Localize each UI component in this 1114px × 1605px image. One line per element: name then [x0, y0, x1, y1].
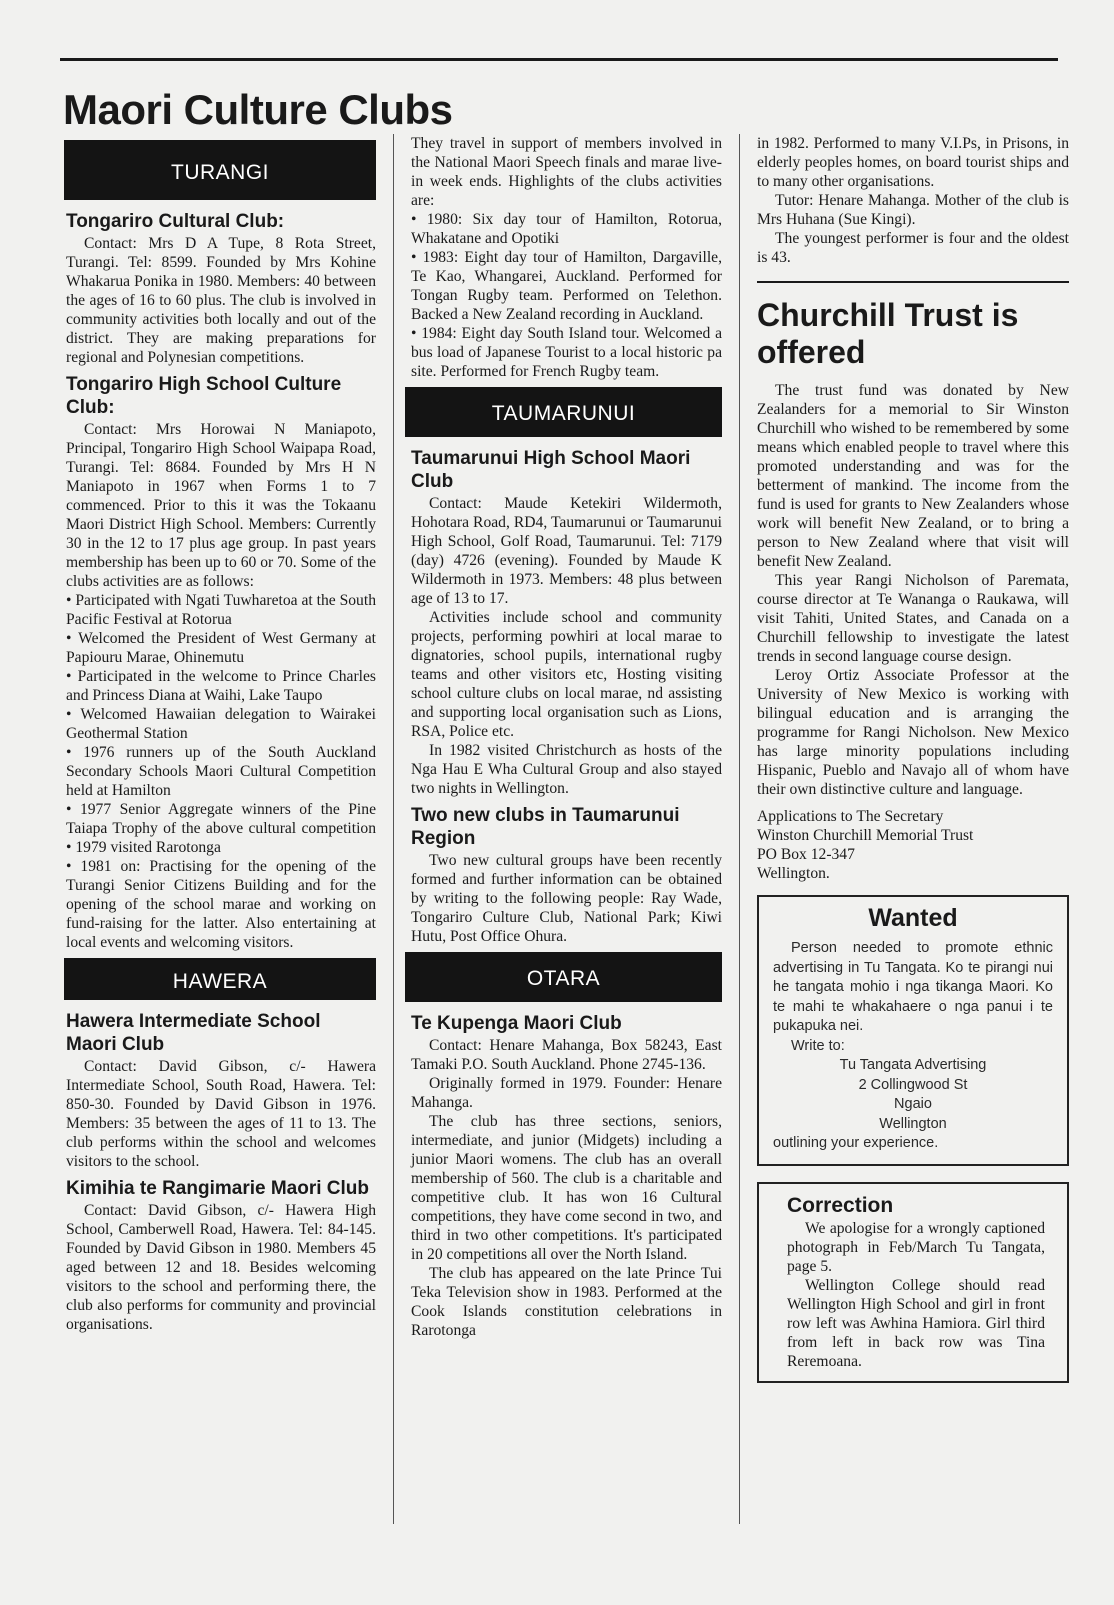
correction-box [757, 1182, 1069, 1383]
column-divider-2 [739, 134, 740, 1524]
section-banner-hawera: HAWERA [64, 958, 376, 1000]
wanted-box [757, 895, 1069, 1166]
club-text: Originally formed in 1979. Founder: Henare Mahanga. [411, 1075, 722, 1111]
wanted-addr-line: Tu Tangata Advertising [839, 1057, 987, 1073]
club-text: The youngest performer is four and the oldest is 43. [757, 230, 1069, 266]
club-text: The club has appeared on the late Prince Tui Teka Television show in 1983. Performed at the Cook Islands constitution celebrations in Rarotonga [411, 1265, 722, 1339]
wanted-outline: outlining your experience. [773, 1135, 939, 1151]
article-text: Leroy Ortiz Associate Professor at the University of New Mexico is working with bilingual education and is arranging the programme for Rangi Nicholson. New Mexico has large minority populations including Hispanic, Pueblo and Navajo all of whom have their own distinctive culture and language. [757, 667, 1069, 798]
club-text: Contact: Maude Ketekiri Wildermoth, Hohotara Road, RD4, Taumarunui or Taumarunui High School, Golf Road, Taumarunui. Tel: 7179 (day) 4726 (evening). Founded by Maude K Wildermoth in 1973. Members: 48 plus between age of 13 to 17. [411, 495, 722, 607]
club-text: Contact: Mrs Horowai N Maniapoto, Principal, Tongariro High School Waipapa Road, Turangi. Tel: 8684. Founded by Mrs H N Maniapoto in 1967 when Forms 1 to 7 commenced. Prior to this it was the Tokaanu Maori District High School. Members: Currently 30 in the 12 to 17 plus age group. In past years membership has been up to 60 or 70. Some of the clubs activities are as follows: [66, 421, 376, 590]
column-1 [66, 134, 376, 1334]
page-title: Maori Culture Clubs [63, 86, 453, 133]
club-heading-te-kupenga: Te Kupenga Maori Club [411, 1013, 622, 1034]
activity-bullet: • 1984: Eight day South Island tour. Welcomed a bus load of Japanese Tourist to a local historic pa site. Performed for French Rugby team. [411, 325, 722, 380]
article-text: This year Rangi Nicholson of Paremata, course director at Te Wananga o Raukawa, will visit Tahiti, United States, and Canada on a Churchill fellowship to investigate the latest trends in second language course design. [757, 572, 1069, 665]
wanted-addr-line: 2 Collingwood St [858, 1076, 968, 1093]
article-text: The trust fund was donated by New Zealanders for a memorial to Sir Winston Churchill who wished to be remembered by some means which enabled people to travel where this promoted understanding and was for the betterment of mankind. The income from the fund is used for grants to New Zealanders whose work will benefit New Zealand, or to bring a person to New Zealand where that visit will benefit New Zealand. [757, 382, 1069, 570]
club-text: In 1982 visited Christchurch as hosts of the Nga Hau E Wha Cultural Group and also stayed two nights in Wellington. [411, 742, 722, 797]
club-heading-taumarunui-high: Taumarunui High School Maori Club [411, 448, 691, 492]
wanted-addr-line: Wellington [879, 1115, 947, 1132]
correction-text: Wellington College should read Wellington High School and girl in front row left was Awhina Hamiora. Girl third from left in back row was Tina Reremoana. [787, 1276, 1045, 1370]
activity-bullet: • 1980: Six day tour of Hamilton, Rotorua, Whakatane and Opotiki [411, 211, 722, 247]
wanted-write: Write to: [791, 1037, 845, 1054]
wanted-body: Person needed to promote ethnic advertising in Tu Tangata. Ko te pirangi nui he tangata mohio i nga tikanga Maori. Ko te mahi te whakahaere o nga panui i te pukapuka nei. [773, 940, 1053, 1034]
wanted-addr-line: Ngaio [894, 1096, 932, 1112]
section-banner-taumarunui: TAUMARUNUI [405, 387, 722, 437]
activity-bullet: • 1977 Senior Aggregate winners of the Pine Taiapa Trophy of the above cultural competition • 1979 visited Rarotonga [66, 801, 376, 856]
club-heading-tongariro-high: Tongariro High School Culture Club: [66, 374, 342, 418]
club-text: Activities include school and community projects, performing powhiri at local marae to dignatories, school pupils, international rugby teams and other visitors etc, Hosting visiting school culture clubs on local marae, nd assisting and supporting local organisation such as Lions, RSA, Police etc. [411, 609, 722, 740]
club-text: The club has three sections, seniors, intermediate, and junior (Midgets) including a junior Maori womens. The club has an overall membership of 560. The club is a charitable and competitive club. It has won 16 Cultural competitions, they have come second in two, and third in two other competitions. It's participated in 20 competitions all over the North Island. [411, 1113, 722, 1263]
section-rule [757, 281, 1069, 283]
activity-bullet: • 1981 on: Practising for the opening of the Turangi Senior Citizens Building and for the opening of the school marae and working on fund-raising for the latter. Also entertaining at local events and welcoming visitors. [66, 858, 376, 951]
top-rule [60, 58, 1058, 61]
activity-bullet: • Participated in the welcome to Prince Charles and Princess Diana at Waihi, Lake Taupo [66, 668, 376, 704]
club-heading-hawera-intermediate: Hawera Intermediate School Maori Club [66, 1011, 321, 1055]
address-line: Winston Churchill Memorial Trust [757, 827, 974, 844]
activity-bullet: • Welcomed Hawaiian delegation to Wairakei Geothermal Station [66, 706, 376, 742]
club-text: in 1982. Performed to many V.I.Ps, in Prisons, in elderly peoples homes, on board tourist ships and to many other organisations. [757, 135, 1069, 190]
club-text: They travel in support of members involved in the National Maori Speech finals and marae live-in week ends. Highlights of the clubs activities are: [411, 135, 722, 209]
correction-text: We apologise for a wrongly captioned photograph in Feb/March Tu Tangata, page 5. [787, 1219, 1045, 1275]
activity-bullet: • 1976 runners up of the South Auckland Secondary Schools Maori Cultural Competition held at Hamilton [66, 744, 376, 799]
club-heading-kimihia: Kimihia te Rangimarie Maori Club [66, 1178, 369, 1199]
correction-title: Correction [787, 1193, 894, 1217]
heading-two-new-clubs: Two new clubs in Taumarunui Region [411, 805, 680, 849]
section-banner-otara: OTARA [405, 952, 722, 1002]
club-text: Contact: Mrs D A Tupe, 8 Rota Street, Turangi. Tel: 8599. Founded by Mrs Kohine Whakarua Ponika in 1980. Members: 40 between the ages of 16 to 60 plus. The club is involved in community activities both locally and out of the district. They are making preparations for regional and Polynesian competitions. [66, 235, 376, 366]
column-divider-1 [393, 134, 394, 1524]
activity-bullet: • Participated with Ngati Tuwharetoa at the South Pacific Festival at Rotorua [66, 592, 376, 628]
club-text: Contact: David Gibson, c/- Hawera Intermediate School, South Road, Hawera. Tel: 850-30. Founded by David Gibson in 1976. Members: 35 between the ages of 11 to 13. The club performs within the school and welcomes visitors to the school. [66, 1058, 376, 1170]
club-text: Contact: David Gibson, c/- Hawera High School, Camberwell Road, Hawera. Tel: 84-145. Founded by David Gibson in 1980. Members 45 aged between 12 and 18. Besides welcoming visitors to the school and performing there, the club also performs for community and provincial organisations. [66, 1202, 376, 1333]
club-text: Two new cultural groups have been recently formed and further information can be obtained by writing to the following people: Ray Wade, Tongariro Culture Club, National Park; Kiwi Hutu, Post Office Ohura. [411, 852, 722, 945]
column-3 [757, 134, 1069, 1383]
article-heading-churchill: Churchill Trust is offered [757, 297, 1019, 370]
address-line: Applications to The Secretary [757, 808, 944, 825]
address-line: Wellington. [757, 865, 830, 882]
section-banner-turangi: TURANGI [64, 140, 376, 200]
activity-bullet: • 1983: Eight day tour of Hamilton, Dargaville, Te Kao, Whangarei, Auckland. Performed for Tongan Rugby team. Performed on Telethon. Backed a New Zealand recording in Auckland. [411, 249, 722, 323]
application-address [757, 807, 1069, 883]
wanted-title: Wanted [868, 904, 958, 932]
address-line: PO Box 12-347 [757, 846, 855, 863]
club-text: Contact: Henare Mahanga, Box 58243, East Tamaki P.O. South Auckland. Phone 2745-136. [411, 1037, 722, 1073]
column-2 [411, 134, 722, 1340]
activity-bullet: • Welcomed the President of West Germany at Papiouru Marae, Ohinemutu [66, 630, 376, 666]
club-text: Tutor: Henare Mahanga. Mother of the club is Mrs Huhana (Sue Kingi). [757, 192, 1069, 228]
club-heading-tongariro-cultural: Tongariro Cultural Club: [66, 211, 285, 232]
